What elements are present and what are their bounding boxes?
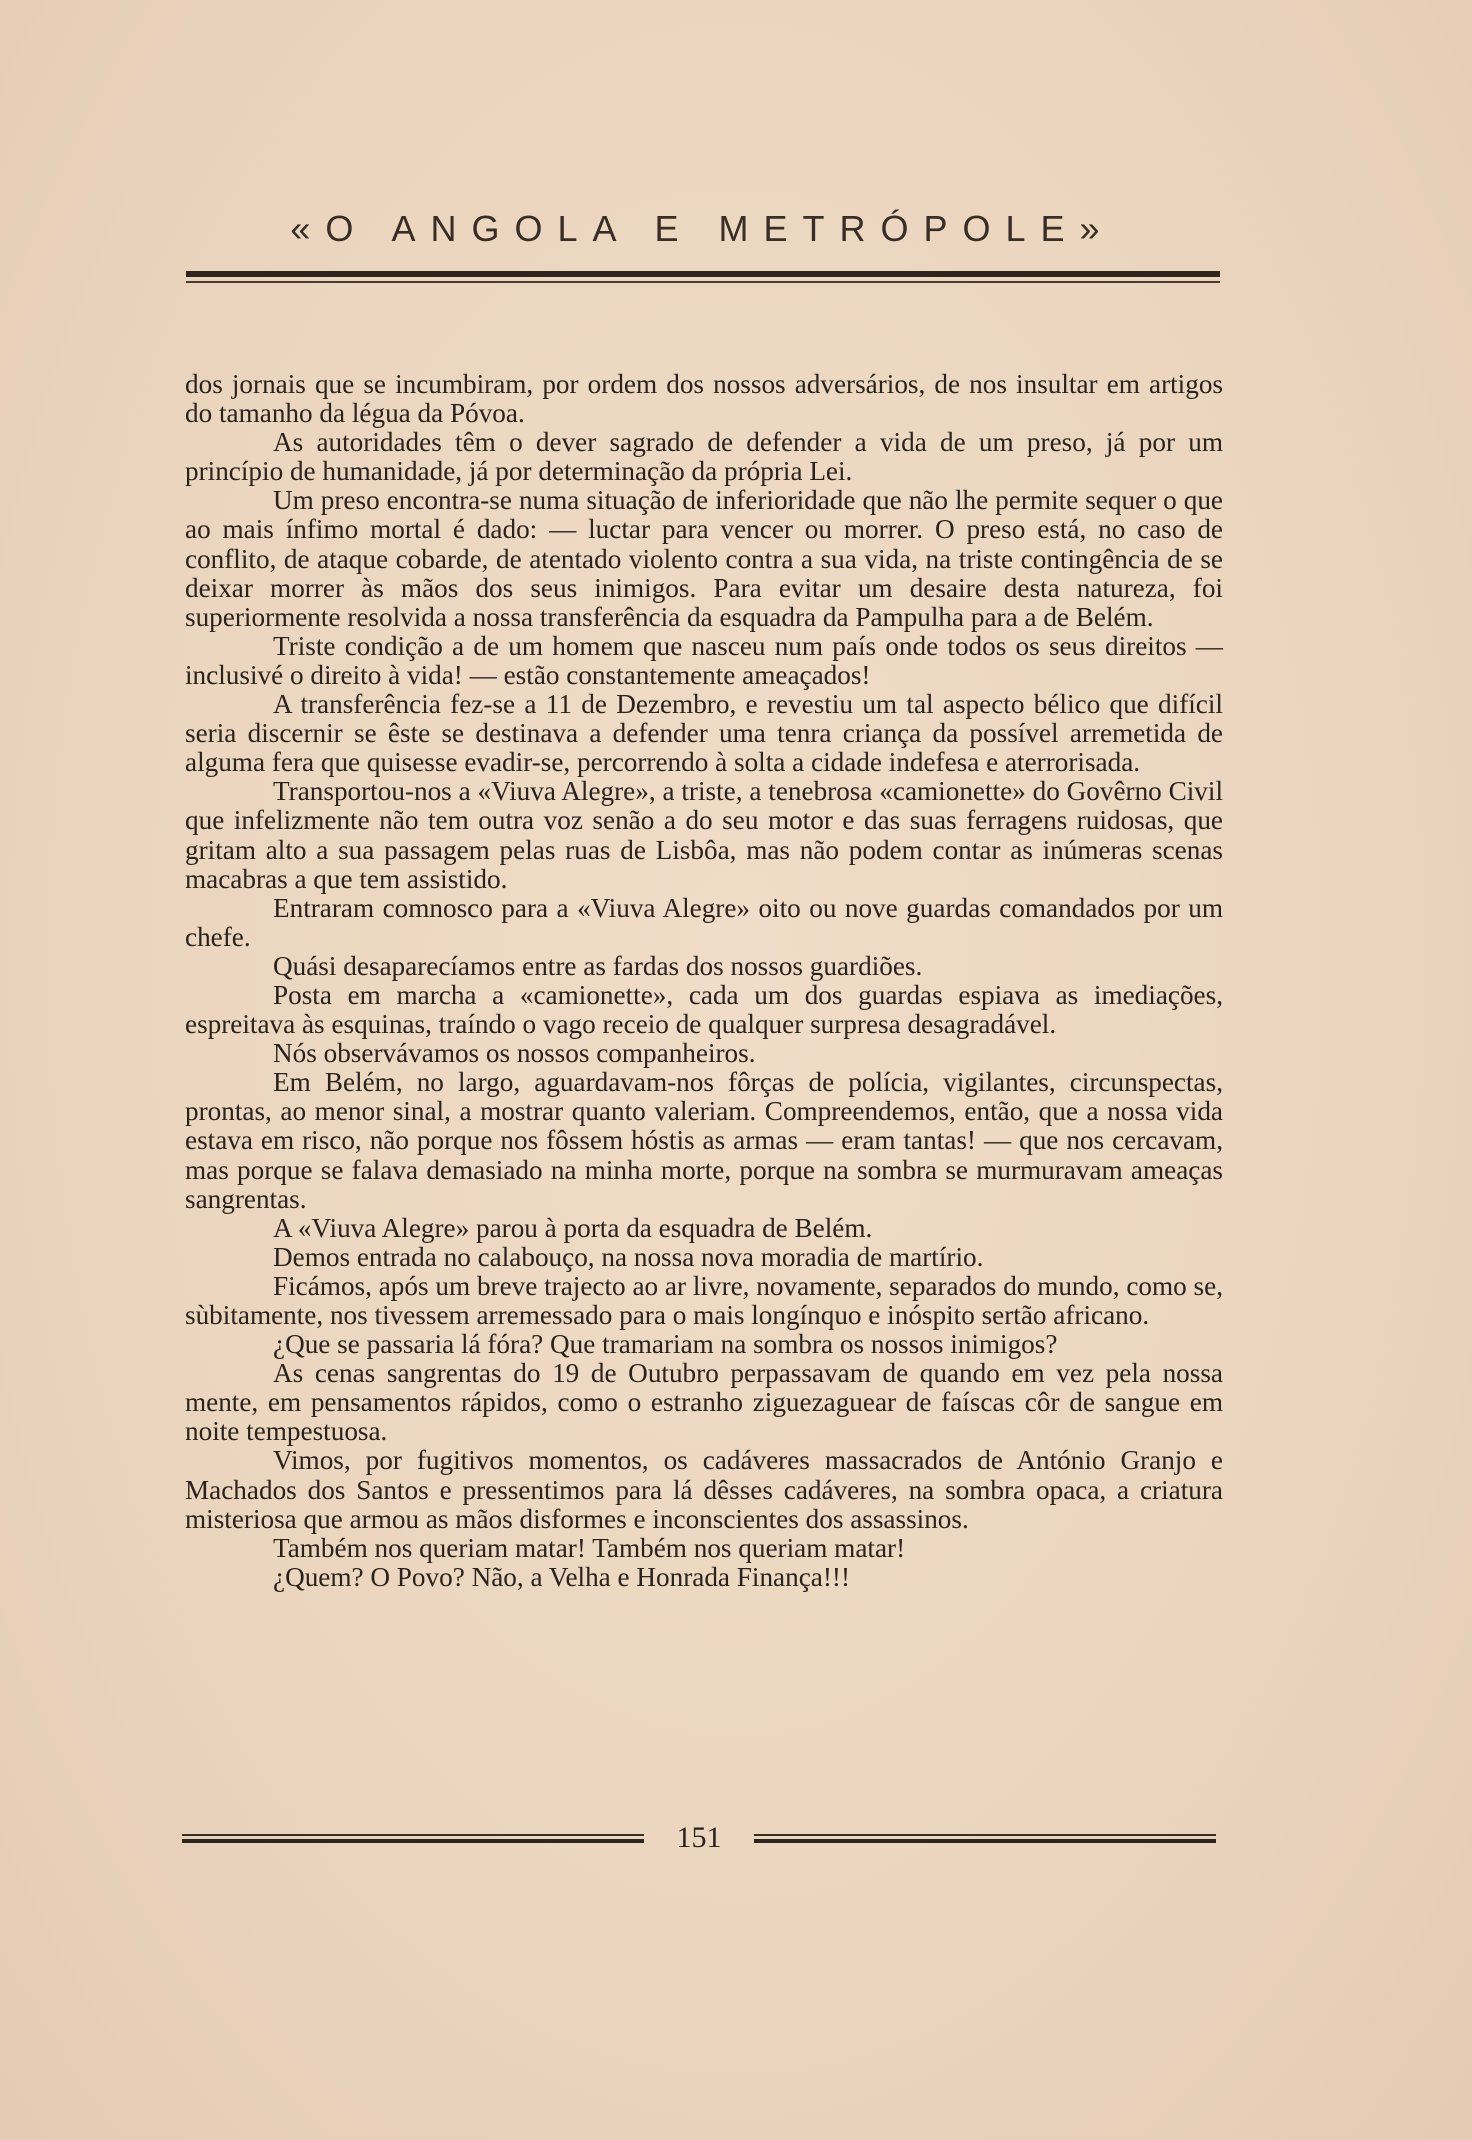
paragraph: dos jornais que se incumbiram, por ordem dos nossos adversários, de nos insultar em artigos do tamanho da légua da Póvoa. <box>185 369 1223 429</box>
paragraph: Nós observávamos os nossos companheiros. <box>273 1038 756 1069</box>
paragraph: Vimos, por fugitivos momentos, os cadáveres massacrados de António Granjo e Machados dos Santos e pressentimos para lá dêsses cadáveres, na sombra opaca, a criatura misteriosa que armou as mãos disformes e inconscientes dos assassinos. <box>185 1445 1223 1534</box>
paragraph: As cenas sangrentas do 19 de Outubro perpassavam de quando em vez pela nossa mente, em pensamentos rápidos, como o estranho ziguezaguear de faíscas côr de sangue em noite tempestuosa. <box>185 1358 1223 1447</box>
paragraph: A «Viuva Alegre» parou à porta da esquadra de Belém. <box>273 1212 873 1243</box>
paragraph: Transportou-nos a «Viuva Alegre», a triste, a tenebrosa «camionette» do Govêrno Civil que infelizmente não tem outra voz senão a do seu motor e das suas ferragens ruidosas, que gritam alto a sua passagem pelas ruas de Lisbôa, mas não podem contar as inúmeras scenas macabras a que tem assistido. <box>185 776 1223 894</box>
paragraph: Também nos queriam matar! Também nos queriam matar! <box>273 1532 906 1563</box>
page-footer <box>182 1820 1216 1856</box>
paragraph: Demos entrada no calabouço, na nossa nova moradia de martírio. <box>273 1241 984 1272</box>
page-number: 151 <box>676 1821 722 1854</box>
paragraph: Entraram comnosco para a «Viuva Alegre» oito ou nove guardas comandados por um chefe. <box>185 892 1223 952</box>
paragraph: Um preso encontra-se numa situação de inferioridade que não lhe permite sequer o que ao mais ínfimo mortal é dado: — luctar para vencer ou morrer. O preso está, no caso de conflito, de ataque cobarde, de atentado violento contra a sua vida, na triste contingência de se deixar morrer às mãos dos seus inimigos. Para evitar um desaire desta natureza, foi superiormente resolvida a nossa transferência da esquadra da Pampulha para a de Belém. <box>185 485 1223 632</box>
header-rule-thin <box>186 281 1220 283</box>
footer-rule-right <box>754 1834 1216 1846</box>
paragraph: Posta em marcha a «camionette», cada um dos guardas espiava as imediações, espreitava às esquinas, traíndo o vago receio de qualquer surpresa desagradável. <box>185 979 1223 1040</box>
paragraph: ¿Quem? O Povo? Não, a Velha e Honrada Finança!!! <box>273 1561 851 1592</box>
header-rule-thick <box>186 271 1220 277</box>
paragraph: A transferência fez-se a 11 de Dezembro, e revestiu um tal aspecto bélico que difícil seria discernir se êste se destinava a defender uma tenra criança da possível arremetida de alguma fera que quisesse evadir-se, percorrendo à solta a cidade indefesa e aterrorisada. <box>185 689 1223 778</box>
paragraph: Em Belém, no largo, aguardavam-nos fôrças de polícia, vigilantes, circunspectas, prontas, ao menor sinal, a mostrar quanto valeriam. Compreendemos, então, que a nossa vida estava em risco, não porque nos fôssem hóstis as armas — eram tantas! — que nos cercavam, mas porque se falava demasiado na minha morte, porque na sombra se murmuravam ameaças sangrentas. <box>185 1067 1223 1214</box>
paragraph: As autoridades têm o dever sagrado de defender a vida de um preso, já por um princípio de humanidade, já por determinação da própria Lei. <box>185 427 1223 487</box>
paragraph: Ficámos, após um breve trajecto ao ar livre, novamente, separados do mundo, como se, sùbitamente, nos tivessem arremessado para o mais longínquo e inóspito sertão africano. <box>185 1270 1223 1330</box>
paragraph: Triste condição a de um homem que nasceu num país onde todos os seus direitos — inclusivé o direito à vida! — estão constantemente ameaçados! <box>185 630 1223 690</box>
header-rule <box>186 271 1220 285</box>
body-text <box>185 370 1223 1592</box>
running-head: «O ANGOLA E METRÓPOLE» <box>290 208 1115 249</box>
paragraph: Quási desaparecíamos entre as fardas dos nossos guardiões. <box>273 950 923 981</box>
paragraph: ¿Que se passaria lá fóra? Que tramariam na sombra os nossos inimigos? <box>273 1329 1058 1360</box>
